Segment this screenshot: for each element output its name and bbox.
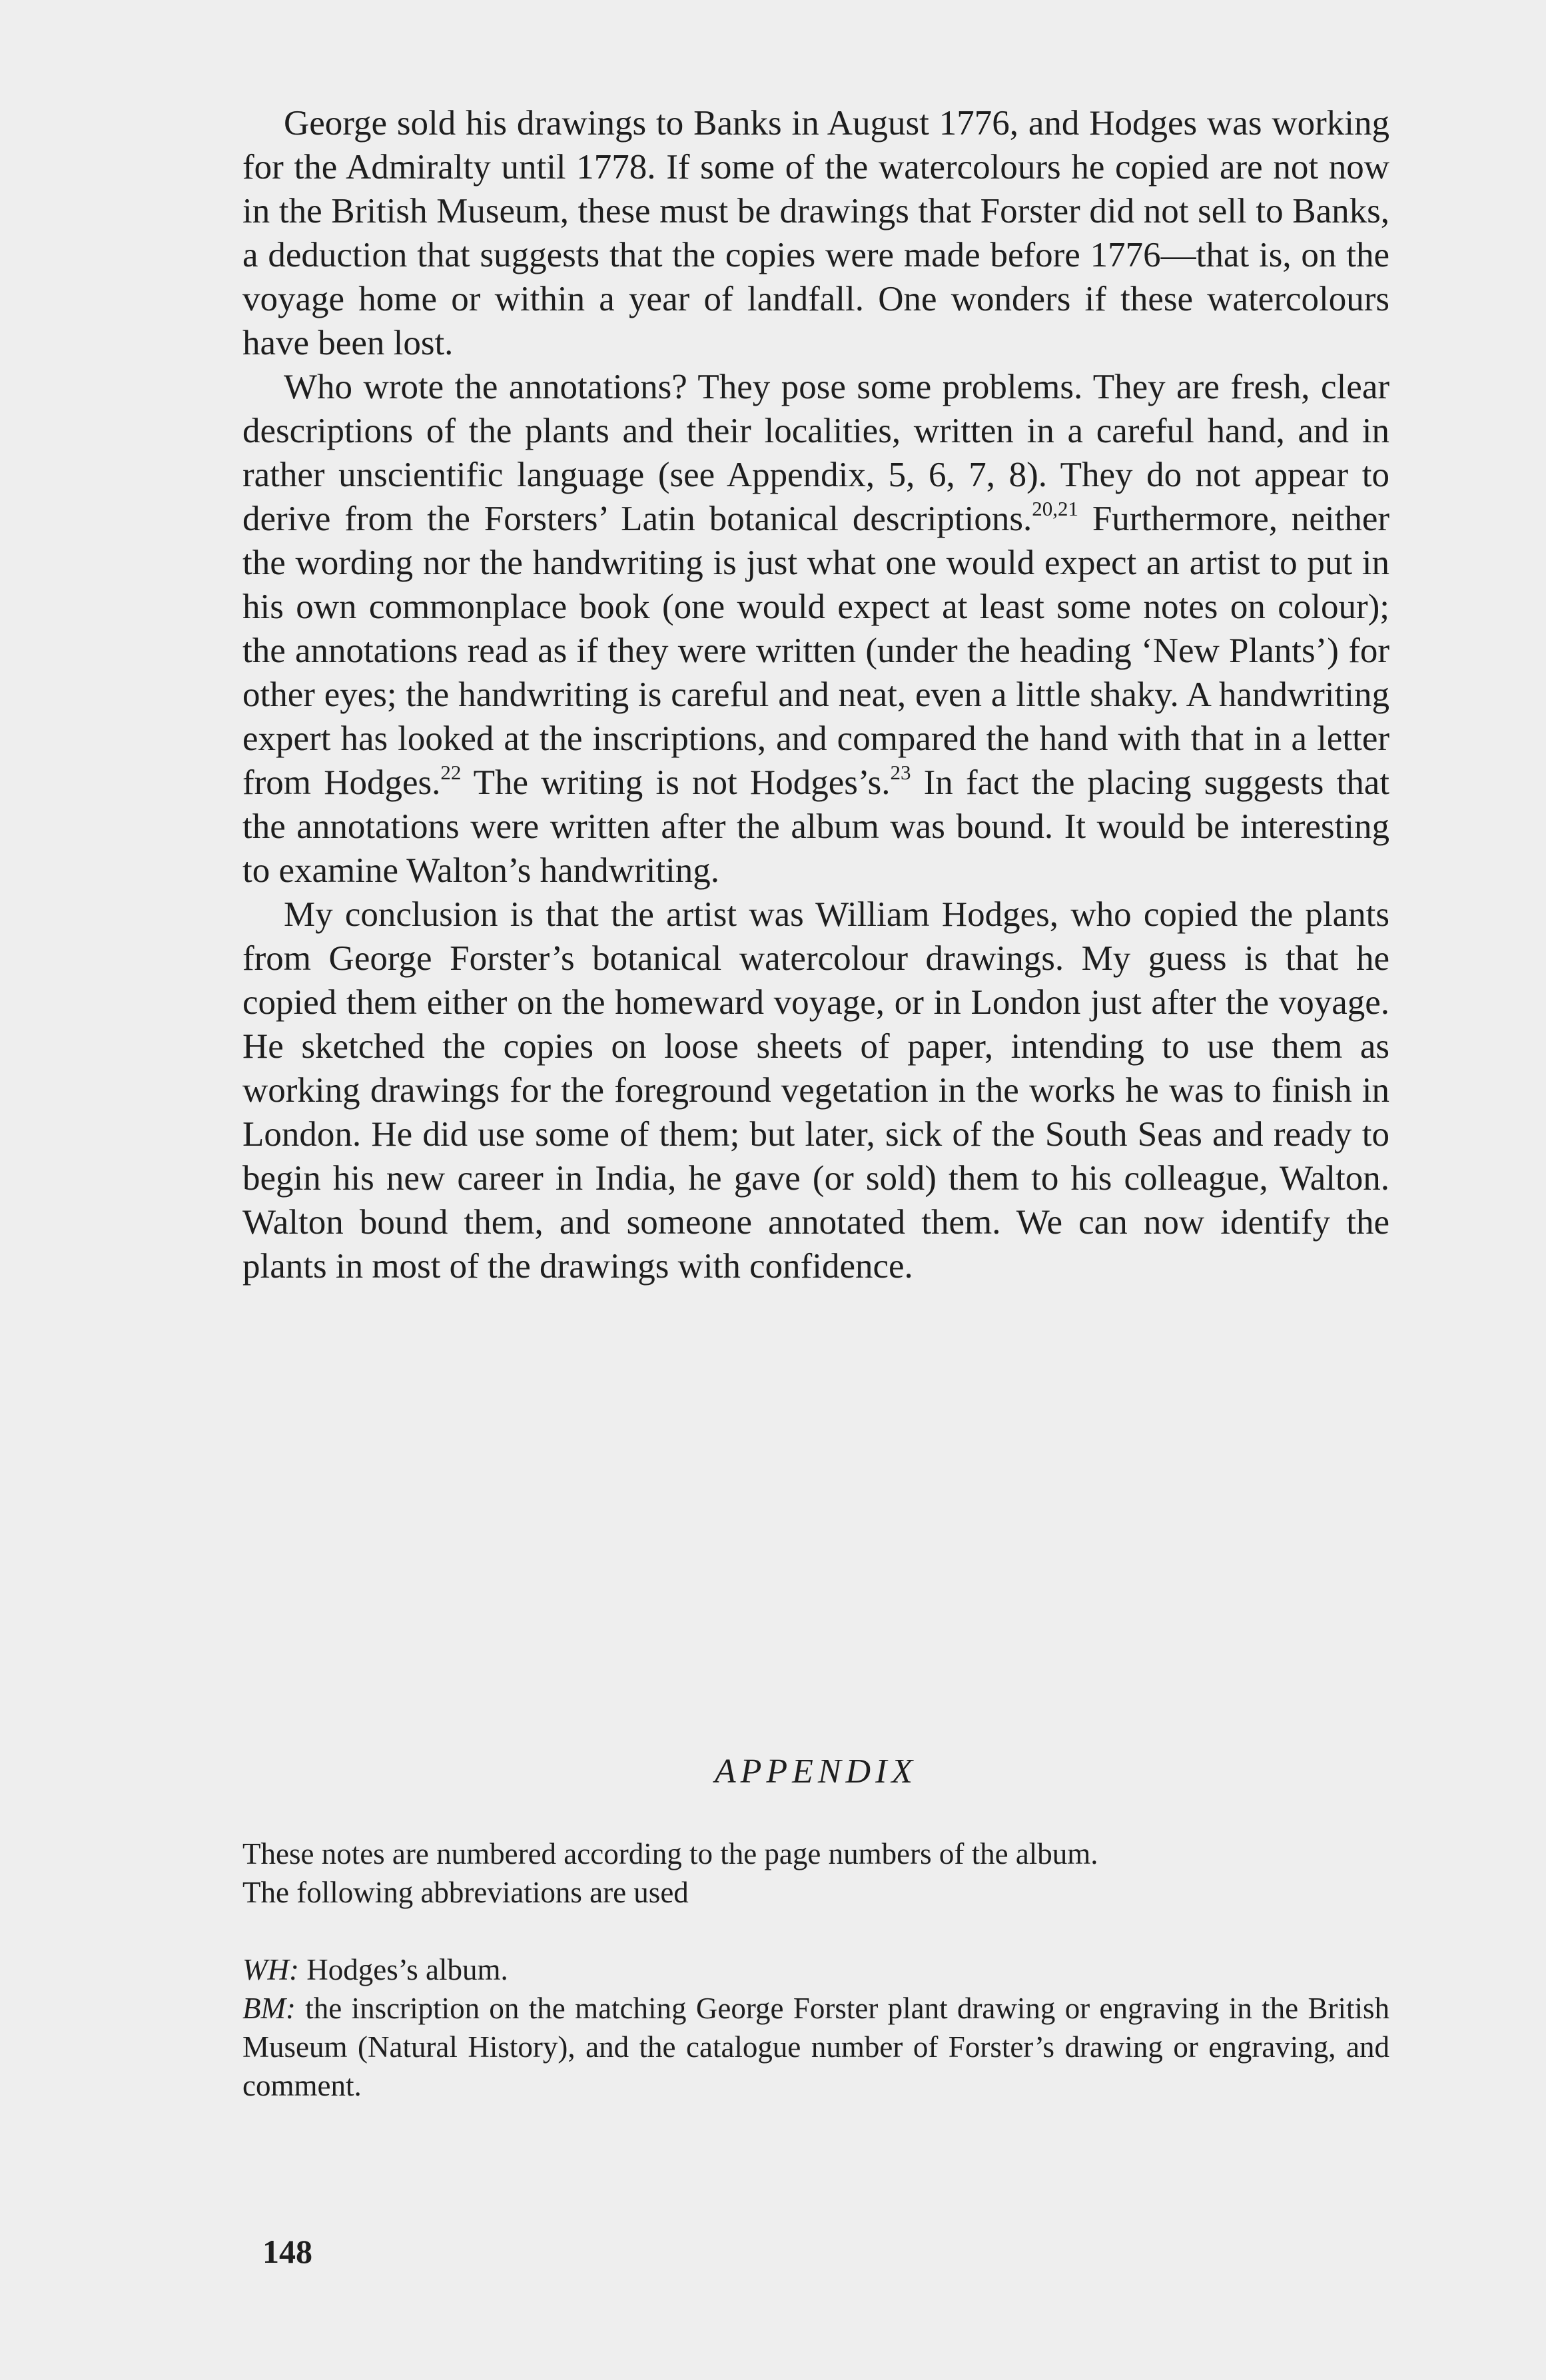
annotations-text-4: In fact the placing suggests that the annotations were written after the album was bound. It would be interesting to examine Walton’s handwriting.	[242, 763, 1389, 890]
abbreviation-wh-definition: Hodges’s album.	[298, 1953, 508, 1986]
abbreviation-wh	[242, 1950, 1389, 1989]
annotations-text-3: The writing is not Hodges’s.	[461, 763, 891, 802]
page-number: 148	[262, 2233, 312, 2270]
annotations-text-2: Furthermore, neither the wording nor the handwriting is just what one would expect an artist to put in his own commonplace book (one would expect at least some notes on colour); the annotations read as if they were written (under the heading ‘New Plants’) for other eyes; the handwriting is careful and neat, even a little shaky. A handwriting expert has looked at the inscriptions, and compared the hand with that in a letter from Hodges.	[242, 500, 1389, 802]
footnote-ref-22: 22	[440, 761, 462, 784]
abbreviation-bm	[242, 1989, 1389, 2105]
abbreviation-bm-definition: the inscription on the matching George Forster plant drawing or engraving in the British Museum (Natural History), and the catalogue number of Forster’s drawing or engraving, and comment.	[242, 1992, 1389, 2102]
appendix-intro-line-2: The following abbreviations are used	[242, 1876, 689, 1909]
footnote-ref-23: 23	[890, 761, 911, 784]
paragraph-sale-of-drawings: George sold his drawings to Banks in August 1776, and Hodges was working for the Admiralty until 1778. If some of the watercolours he copied are not now in the British Museum, these must be drawings that Forster did not sell to Banks, a deduction that suggests that the copies were made before 1776—that is, on the voyage home or within a year of landfall. One wonders if these watercolours have been lost.	[242, 104, 1389, 362]
paragraph-annotations	[242, 365, 1389, 893]
abbreviation-wh-term: WH:	[242, 1953, 299, 1986]
appendix-heading: APPENDIX	[714, 1753, 918, 1790]
main-text	[242, 101, 1389, 1288]
paragraph-conclusion: My conclusion is that the artist was William Hodges, who copied the plants from George Forster’s botanical watercolour drawings. My guess is that he copied them either on the homeward voyage, or in London just after the voyage. He sketched the copies on loose sheets of paper, intending to use them as working drawings for the foreground vegetation in the works he was to finish in London. He did use some of them; but later, sick of the South Seas and ready to begin his new career in India, he gave (or sold) them to his colleague, Walton. Walton bound them, and someone annotated them. We can now identify the plants in most of the drawings with confidence.	[242, 895, 1389, 1286]
appendix-intro-line-1: These notes are numbered according to the page numbers of the album.	[242, 1837, 1098, 1870]
abbreviation-bm-term: BM:	[242, 1992, 296, 2025]
appendix-text	[242, 1834, 1389, 2105]
annotations-text-1: Who wrote the annotations? They pose some problems. They are fresh, clear descriptions of the plants and their localities, written in a careful hand, and in rather unscientific language (see Appendix, 5, 6, 7, 8). They do not appear to derive from the Forsters’ Latin botanical descriptions.	[242, 368, 1389, 538]
spacer	[242, 1912, 1389, 1950]
footnote-ref-20-21: 20,21	[1032, 497, 1078, 520]
